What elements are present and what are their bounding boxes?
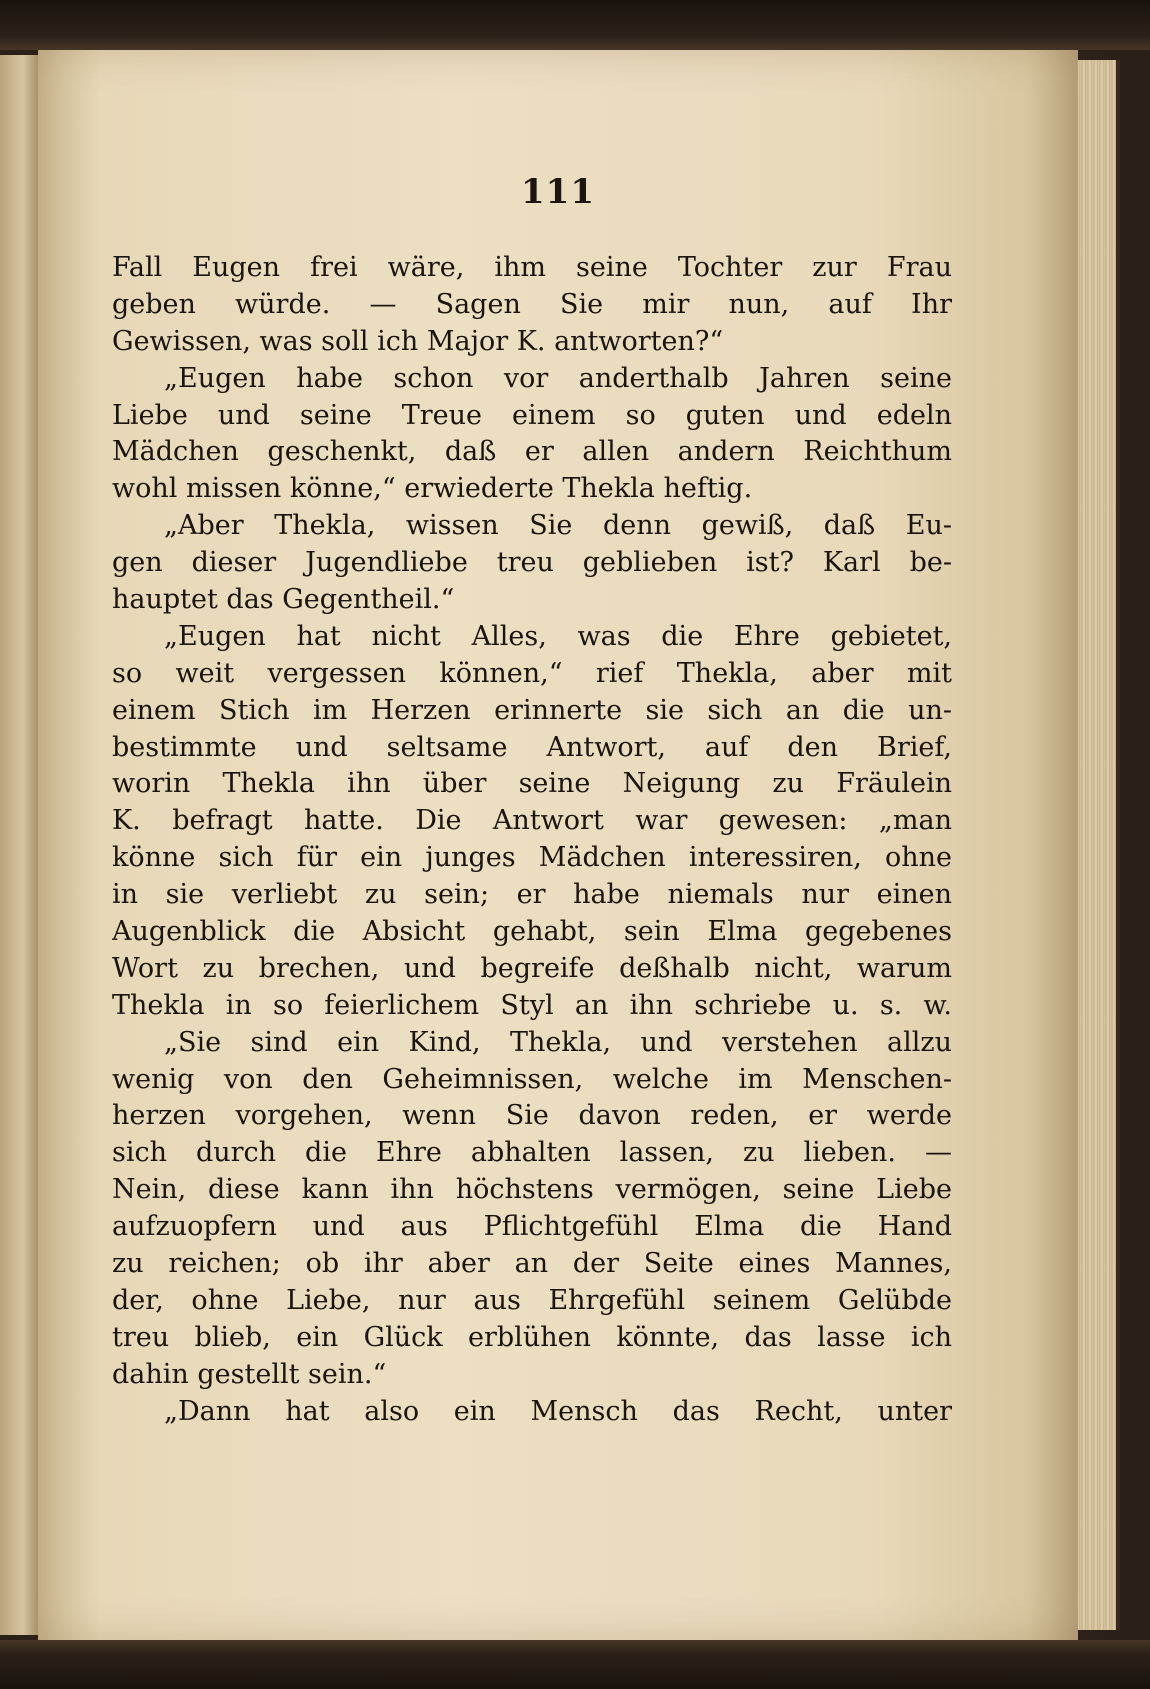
text-line: Fall Eugen frei wäre, ihm seine Tochter zur Frau [112, 252, 952, 283]
text-line: worin Thekla ihn über seine Neigung zu Fräulein [112, 768, 952, 800]
text-line: K. befragt hatte. Die Antwort war gewesen: „man [112, 805, 952, 837]
text-line: Liebe und seine Treue einem so guten und edeln [112, 399, 952, 431]
text-line: „Eugen hat nicht Alles, was die Ehre gebietet, [164, 620, 952, 652]
text-line: in sie verliebt zu sein; er habe niemals nur einen [112, 879, 952, 911]
text-line: gen dieser Jugendliebe treu geblieben ist? Karl be- [112, 547, 952, 579]
text-line: Gewissen, was soll ich Major K. antworten?“ [112, 325, 724, 357]
text-line: „Dann hat also ein Mensch das Recht, unter [164, 1395, 952, 1427]
text-line: Nein, diese kann ihn höchstens vermögen, seine Liebe [112, 1174, 952, 1206]
text-line: sich durch die Ehre abhalten lassen, zu lieben. — [112, 1137, 952, 1169]
top-binding [0, 0, 1150, 50]
text-line: einem Stich im Herzen erinnerte sie sich an die un- [112, 694, 952, 726]
text-line: so weit vergessen können,“ rief Thekla, aber mit [112, 657, 952, 689]
page-number: 111 [521, 172, 595, 212]
text-line: Thekla in so feierlichem Styl an ihn schriebe u. s. w. [112, 989, 952, 1021]
text-line: herzen vorgehen, wenn Sie davon reden, er werde [112, 1100, 952, 1132]
text-line: „Aber Thekla, wissen Sie denn gewiß, daß Eu- [164, 510, 952, 542]
text-line: bestimmte und seltsame Antwort, auf den Brief, [112, 731, 952, 763]
text-line: zu reichen; ob ihr aber an der Seite eines Mannes, [112, 1248, 952, 1280]
facing-page-edge [0, 55, 38, 1635]
text-line: „Eugen habe schon vor anderthalb Jahren seine [164, 362, 952, 394]
text-line: aufzuopfern und aus Pflichtgefühl Elma die Hand [112, 1211, 952, 1243]
text-line: treu blieb, ein Glück erblühen könnte, das lasse ich [112, 1321, 952, 1353]
text-line: könne sich für ein junges Mädchen interessiren, ohne [112, 842, 952, 874]
bottom-binding [0, 1640, 1150, 1689]
body-text [112, 250, 952, 1431]
text-line: wenig von den Geheimnissen, welche im Menschen- [112, 1063, 952, 1095]
book-page [38, 50, 1078, 1640]
text-line: Augenblick die Absicht gehabt, sein Elma gegebenes [112, 916, 952, 948]
text-line: dahin gestellt sein.“ [112, 1358, 387, 1390]
text-line: hauptet das Gegentheil.“ [112, 584, 455, 616]
text-line: geben würde. — Sagen Sie mir nun, auf Ihr [112, 288, 952, 320]
text-line: „Sie sind ein Kind, Thekla, und verstehen allzu [164, 1026, 952, 1058]
text-line: der, ohne Liebe, nur aus Ehrgefühl seinem Gelübde [112, 1284, 952, 1316]
text-line: Mädchen geschenkt, daß er allen andern Reichthum [112, 436, 952, 468]
text-line: Wort zu brechen, und begreife deßhalb nicht, warum [112, 952, 952, 984]
text-line: wohl missen könne,“ erwiederte Thekla heftig. [112, 473, 753, 505]
